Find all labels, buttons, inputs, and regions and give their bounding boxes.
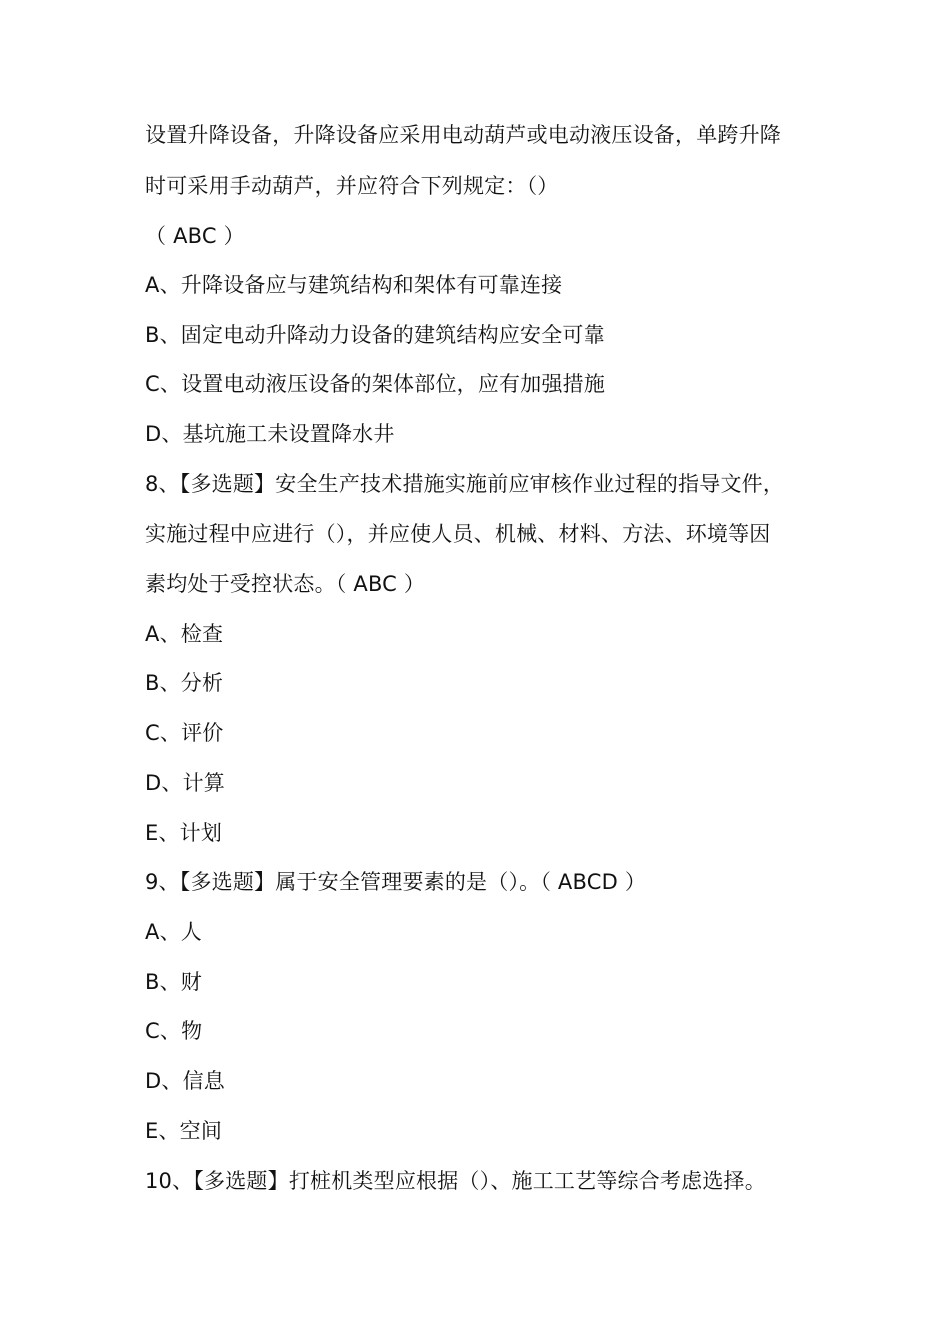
option-b: B、固定电动升降动力设备的建筑结构应安全可靠 (145, 323, 605, 347)
option-d: D、计算 (145, 771, 225, 795)
option-b: B、分析 (145, 671, 224, 695)
answer-line: （ ABC ） (145, 224, 245, 248)
option-c: C、设置电动液压设备的架体部位，应有加强措施 (145, 372, 606, 396)
question-8-line: 实施过程中应进行（），并应使人员、机械、材料、方法、环境等因 (145, 522, 771, 546)
option-a: A、检查 (145, 622, 224, 646)
option-b: B、财 (145, 970, 203, 994)
question-10-line: 10、【多选题】打桩机类型应根据（）、施工工艺等综合考虑选择。 (145, 1169, 766, 1193)
option-d: D、信息 (145, 1069, 225, 1093)
question-8-line: 素均处于受控状态。（ ABC ） (145, 572, 426, 596)
option-c: C、评价 (145, 721, 224, 745)
question-text-line: 设置升降设备，升降设备应采用电动葫芦或电动液压设备，单跨升降 (145, 123, 781, 147)
option-d: D、基坑施工未设置降水井 (145, 422, 395, 446)
question-9-line: 9、【多选题】属于安全管理要素的是（）。（ ABCD ） (145, 870, 647, 894)
option-a: A、人 (145, 920, 202, 944)
option-e: E、计划 (145, 821, 223, 845)
option-a: A、升降设备应与建筑结构和架体有可靠连接 (145, 273, 563, 297)
option-c: C、物 (145, 1019, 203, 1043)
question-text-line: 时可采用手动葫芦，并应符合下列规定：（） (145, 174, 559, 198)
question-8-line: 8、【多选题】安全生产技术措施实施前应审核作业过程的指导文件， (145, 472, 785, 496)
option-e: E、空间 (145, 1119, 223, 1143)
